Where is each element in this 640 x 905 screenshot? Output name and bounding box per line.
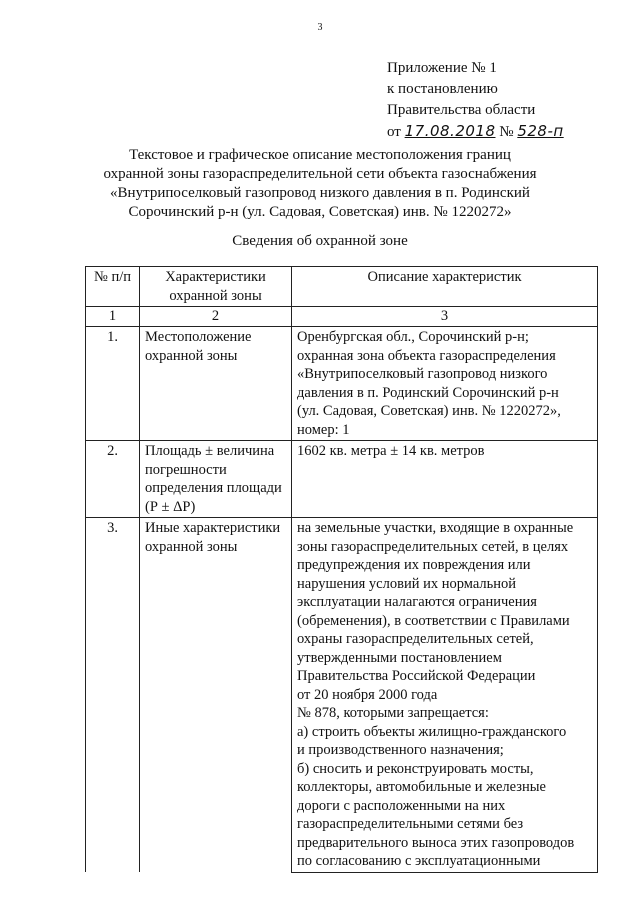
description-line: «Внутрипоселковый газопровод низкого	[297, 366, 548, 382]
resolution-date: 17.08.2018	[404, 122, 496, 140]
description-line: от 20 ноября 2000 года	[297, 686, 438, 703]
description-line: охраны газораспределительных сетей,	[297, 631, 534, 647]
appendix-line-2: к постановлению	[387, 81, 498, 97]
description-line: б) сносить и реконструировать мосты,	[297, 760, 534, 777]
resolution-number: 528-п	[517, 122, 564, 140]
title-line: Сорочинский р-н (ул. Садовая, Советская) инв. № 1220272»	[128, 204, 512, 220]
row-number: 2.	[86, 441, 140, 518]
column-number: 2	[140, 307, 292, 327]
row-characteristic: Местоположение охранной зоны	[140, 327, 292, 441]
row-characteristic: Площадь ± величина погрешности определения площади (Р ± ΔР)	[140, 441, 292, 518]
row-characteristic: Иные характеристики охранной зоны	[140, 518, 292, 873]
from-label: от	[387, 124, 401, 140]
description-line: давления в п. Родинский Сорочинский р-н	[297, 384, 559, 401]
table-row	[86, 518, 598, 873]
appendix-line-1: Приложение № 1	[387, 60, 497, 76]
row-number: 3.	[86, 518, 140, 873]
description-line: предупреждения их повреждения или	[297, 557, 531, 573]
description-line: газораспределительными сетями без	[297, 816, 524, 832]
appendix-line-3: Правительства области	[387, 102, 536, 118]
column-number: 1	[86, 307, 140, 327]
document-title	[40, 146, 600, 222]
description-line: утвержденными постановлением	[297, 649, 502, 666]
header-number: № п/п	[86, 267, 140, 307]
header-characteristic: Характеристики охранной зоны	[140, 267, 292, 307]
title-line: охранной зоны газораспределительной сети объекта газоснабжения	[103, 166, 537, 182]
row-number: 1.	[86, 327, 140, 441]
header-description: Описание характеристик	[292, 267, 598, 307]
description-line: и производственного назначения;	[297, 742, 504, 758]
appendix-date-line	[387, 121, 564, 143]
description-line: (обременения), в соответствии с Правилами	[297, 612, 570, 629]
description-line: Правительства Российской Федерации	[297, 668, 536, 684]
page-number: 3	[317, 22, 323, 33]
description-line: по согласованию с эксплуатационными	[297, 853, 541, 869]
description-line: номер: 1	[297, 421, 350, 438]
description-line: дороги с расположенными на них	[297, 797, 506, 814]
description-line: Оренбургская обл., Сорочинский р-н;	[297, 329, 529, 345]
description-line: (ул. Садовая, Советская) инв. № 1220272»,	[297, 403, 561, 419]
description-line: эксплуатации налагаются ограничения	[297, 594, 537, 610]
description-line: нарушения условий их нормальной	[297, 575, 517, 592]
description-line: охранная зона объекта газораспределения	[297, 347, 556, 364]
protection-zone-table	[85, 266, 598, 873]
number-label: №	[499, 124, 514, 140]
table-row	[86, 441, 598, 518]
row-description	[292, 518, 598, 873]
section-subtitle: Сведения об охранной зоне	[232, 233, 408, 249]
description-line: 1602 кв. метра ± 14 кв. метров	[297, 443, 485, 459]
column-number-row	[86, 307, 598, 327]
description-line: на земельные участки, входящие в охранные	[297, 520, 574, 536]
column-number: 3	[292, 307, 598, 327]
description-line: коллекторы, автомобильные и железные	[297, 779, 546, 795]
description-line: предварительного выноса этих газопроводов	[297, 834, 575, 851]
table-row	[86, 327, 598, 441]
appendix-block	[387, 58, 564, 143]
row-description	[292, 441, 598, 518]
title-line: Текстовое и графическое описание местоположения границ	[129, 147, 511, 163]
description-line: № 878, которыми запрещается:	[297, 705, 489, 721]
description-line: зоны газораспределительных сетей, в целях	[297, 538, 569, 555]
table-header-row	[86, 267, 598, 307]
description-line: а) строить объекты жилищно-гражданского	[297, 723, 567, 740]
row-description	[292, 327, 598, 441]
title-line: «Внутрипоселковый газопровод низкого давления в п. Родинский	[110, 185, 530, 201]
